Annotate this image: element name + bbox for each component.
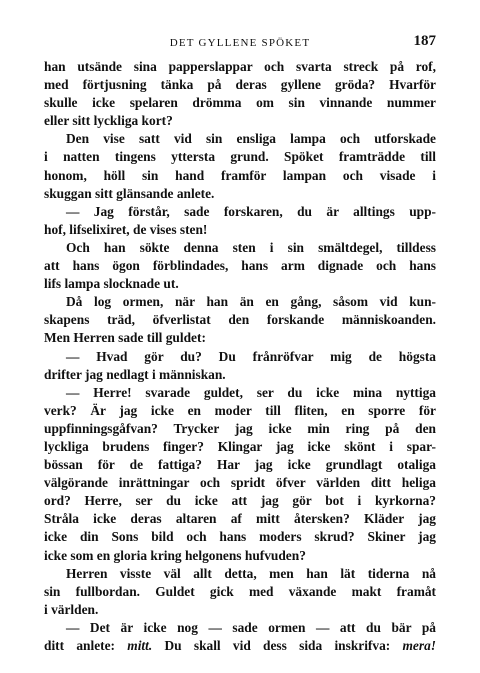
text-line: i natten tingens yttersta grund. Spöket framträdde till	[44, 149, 436, 165]
page-number: 187	[413, 33, 436, 49]
text-line: Och han sökte denna sten i sin smältdegel, tilldess	[66, 239, 436, 255]
text-line: — Det är icke nog — sade ormen — att du bär på	[66, 619, 436, 635]
text-line: honom, höll sin hand framför lampan och visade i	[44, 167, 436, 183]
text-line: hof, lifselixiret, de vises sten!	[44, 221, 208, 237]
text-line: — Jag förstår, sade forskaren, du är alltings upp-	[66, 203, 436, 219]
text-line: sin fullbordan. Guldet gick med växande makt framåt	[44, 583, 436, 599]
text-line: icke som en gloria kring helgonens hufvuden?	[44, 547, 306, 563]
emphasis-mitt: mitt.	[127, 638, 153, 653]
text-line: Stråla icke deras altaren af mitt återsken? Kläder jag	[44, 511, 436, 527]
text-line: med förtjusning tänka på deras gyllene gröda? Hvarför	[44, 77, 436, 93]
emphasis-mera: mera!	[402, 638, 436, 653]
text-line: skulle icke spelaren drömma om sin vinnande nummer	[44, 95, 436, 111]
text-line: — Hvad gör du? Du frånröfvar mig de högsta	[66, 348, 436, 364]
text-line: icke din Sons bild och hans moders skrud? Skiner jag	[44, 529, 436, 545]
text-line: verk? Är jag icke en moder till fliten, en sporre för	[44, 402, 436, 418]
text-line-final	[44, 637, 436, 655]
text-line: bössan för de fattiga? Har jag icke grundlagt otaliga	[44, 457, 436, 473]
text-line: i världen.	[44, 601, 99, 617]
text-line: skapens träd, öfverlistat den forskande människoanden.	[44, 312, 436, 328]
text-line: eller sitt lyckliga kort?	[44, 113, 173, 129]
text-line: skuggan sitt glänsande anlete.	[44, 185, 215, 201]
text-line: uppfinningsgåfvan? Trycker jag icke min ring på den	[44, 420, 436, 436]
text-line: ord? Herre, ser du icke att jag gör bot i kyrkorna?	[44, 493, 436, 509]
text-line: Den vise satt vid sin ensliga lampa och utforskade	[66, 131, 436, 147]
text-line: han utsände sina papperslappar och svarta streck på rof,	[44, 59, 436, 74]
text-line: att hans ögon förblindades, hans arm dignade och hans	[44, 258, 436, 274]
text-line: lyckliga brudens finger? Klingar jag icke skönt i spar-	[44, 438, 436, 454]
text-line: Herren visste väl allt detta, men han lät tiderna nå	[66, 565, 436, 581]
body-text	[44, 58, 436, 655]
text-line: Men Herren sade till guldet:	[44, 330, 206, 346]
text-line: — Herre! svarade guldet, ser du icke mina nyttiga	[66, 384, 436, 400]
text-line: Då log ormen, när han än en gång, såsom vid kun-	[66, 294, 436, 310]
text-line: lifs lampa slocknade ut.	[44, 276, 179, 292]
final-line-prefix: ditt anlete:	[44, 638, 128, 653]
running-head: DET GYLLENE SPÖKET	[169, 37, 311, 49]
page-header	[44, 33, 436, 53]
text-line: välgörande inrättningar och spridt öfver världen ditt heliga	[44, 475, 436, 491]
text-line: drifter jag nedlagt i människan.	[44, 366, 226, 382]
final-line-middle: Du skall vid dess sida inskrifva:	[152, 638, 403, 653]
